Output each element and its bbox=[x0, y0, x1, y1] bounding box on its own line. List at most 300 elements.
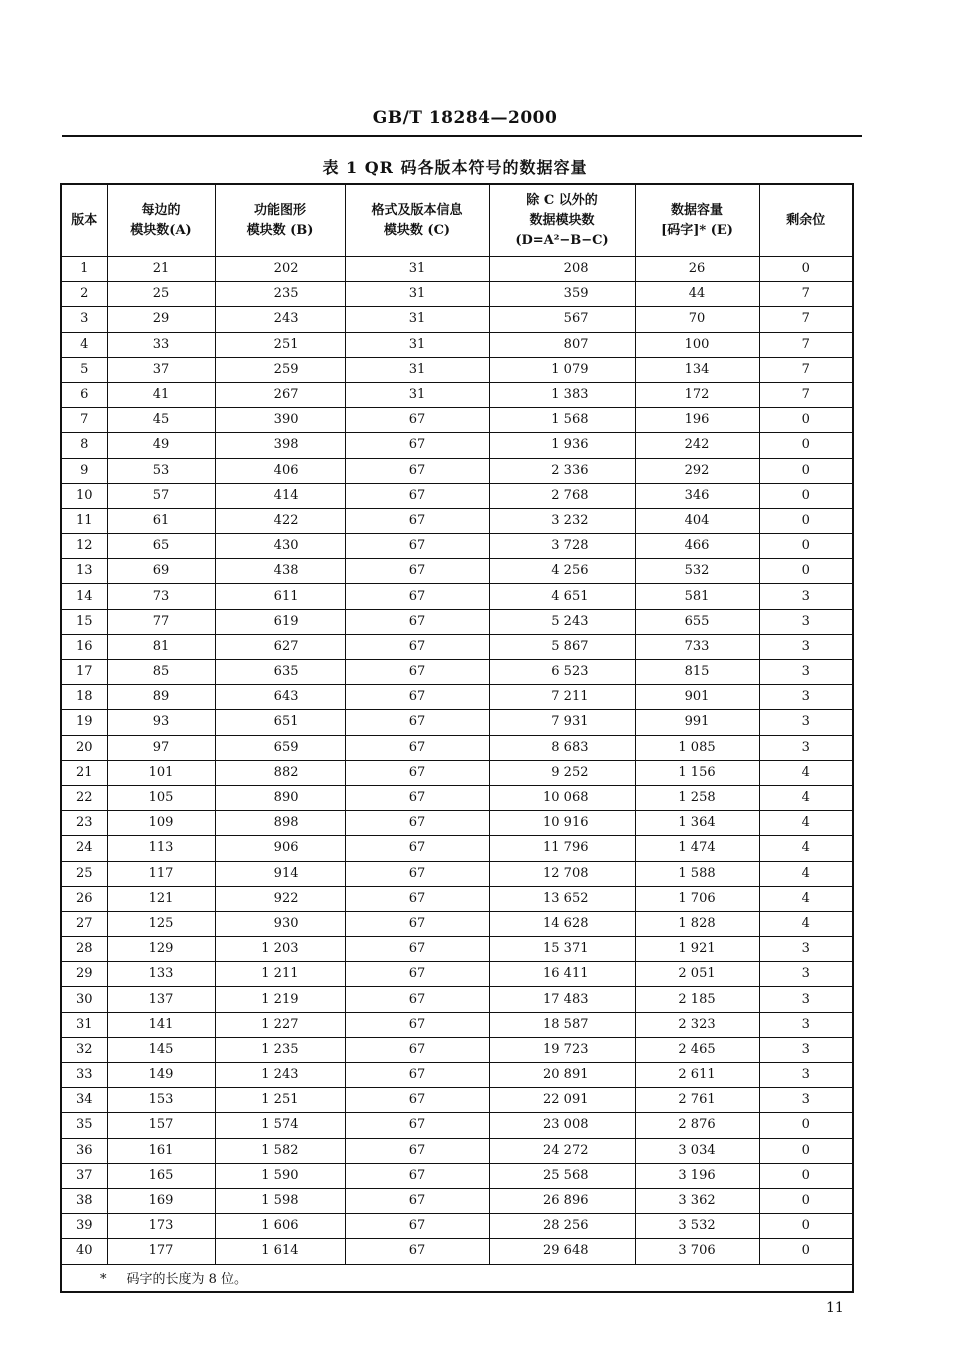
table-row bbox=[61, 660, 853, 685]
table-cell: 3 bbox=[759, 937, 853, 962]
table-cell: 406 bbox=[215, 458, 345, 483]
footnote-cell bbox=[61, 1264, 853, 1292]
table-cell: 3 706 bbox=[635, 1239, 759, 1264]
table-cell: 1 219 bbox=[215, 987, 345, 1012]
table-cell: 67 bbox=[345, 962, 489, 987]
table-cell: 7 bbox=[61, 408, 107, 433]
table-row bbox=[61, 332, 853, 357]
table-cell: 1 156 bbox=[635, 760, 759, 785]
column-header bbox=[107, 184, 215, 257]
table-cell: 25 bbox=[61, 861, 107, 886]
table-cell: 882 bbox=[215, 760, 345, 785]
table-cell: 100 bbox=[635, 332, 759, 357]
table-cell: 398 bbox=[215, 433, 345, 458]
table-cell: 67 bbox=[345, 1113, 489, 1138]
table-cell: 0 bbox=[759, 1163, 853, 1188]
table-cell: 619 bbox=[215, 609, 345, 634]
table-cell: 67 bbox=[345, 1037, 489, 1062]
table-cell: 243 bbox=[215, 307, 345, 332]
table-cell: 11 bbox=[61, 508, 107, 533]
table-cell: 2 768 bbox=[489, 483, 635, 508]
table-row bbox=[61, 634, 853, 659]
table-cell: 41 bbox=[107, 382, 215, 407]
table-cell: 5 bbox=[61, 357, 107, 382]
table-cell: 1 364 bbox=[635, 811, 759, 836]
table-cell: 235 bbox=[215, 282, 345, 307]
column-header-line: 剩余位 bbox=[786, 212, 826, 228]
table-cell: 67 bbox=[345, 1188, 489, 1213]
table-cell: 27 bbox=[61, 911, 107, 936]
footnote-row bbox=[61, 1264, 853, 1292]
table-cell: 922 bbox=[215, 886, 345, 911]
table-cell: 1 383 bbox=[489, 382, 635, 407]
table-cell: 7 931 bbox=[489, 710, 635, 735]
table-cell: 3 bbox=[759, 660, 853, 685]
table-cell: 4 bbox=[759, 861, 853, 886]
table-cell: 16 411 bbox=[489, 962, 635, 987]
table-cell: 991 bbox=[635, 710, 759, 735]
table-cell: 208 bbox=[489, 257, 635, 282]
table-cell: 134 bbox=[635, 357, 759, 382]
column-header bbox=[489, 184, 635, 257]
table-cell: 21 bbox=[107, 257, 215, 282]
table-cell: 13 bbox=[61, 559, 107, 584]
table-cell: 3 196 bbox=[635, 1163, 759, 1188]
table-cell: 655 bbox=[635, 609, 759, 634]
table-cell: 5 243 bbox=[489, 609, 635, 634]
table-cell: 359 bbox=[489, 282, 635, 307]
table-row bbox=[61, 307, 853, 332]
table-cell: 3 bbox=[759, 609, 853, 634]
table-cell: 85 bbox=[107, 660, 215, 685]
column-header bbox=[61, 184, 107, 257]
column-header-line: (D=A²−B−C) bbox=[515, 232, 609, 248]
table-cell: 3 728 bbox=[489, 534, 635, 559]
table-cell: 6 bbox=[61, 382, 107, 407]
table-cell: 643 bbox=[215, 685, 345, 710]
table-row bbox=[61, 735, 853, 760]
table-cell: 23 bbox=[61, 811, 107, 836]
table-cell: 6 523 bbox=[489, 660, 635, 685]
table-cell: 635 bbox=[215, 660, 345, 685]
table-cell: 3 bbox=[759, 987, 853, 1012]
table-cell: 37 bbox=[61, 1163, 107, 1188]
column-header bbox=[635, 184, 759, 257]
table-cell: 2 611 bbox=[635, 1063, 759, 1088]
table-row bbox=[61, 534, 853, 559]
table-cell: 0 bbox=[759, 408, 853, 433]
table-cell: 67 bbox=[345, 911, 489, 936]
table-cell: 1 574 bbox=[215, 1113, 345, 1138]
column-header-line: 格式及版本信息 bbox=[371, 202, 463, 218]
column-header-line: 模块数 (C) bbox=[383, 222, 451, 238]
table-cell: 67 bbox=[345, 1239, 489, 1264]
table-cell: 0 bbox=[759, 559, 853, 584]
table-cell: 0 bbox=[759, 1188, 853, 1213]
table-cell: 141 bbox=[107, 1012, 215, 1037]
table-cell: 149 bbox=[107, 1063, 215, 1088]
column-header-line: 模块数(A) bbox=[130, 222, 192, 238]
table-cell: 4 651 bbox=[489, 584, 635, 609]
table-cell: 145 bbox=[107, 1037, 215, 1062]
table-cell: 67 bbox=[345, 1012, 489, 1037]
table-cell: 12 bbox=[61, 534, 107, 559]
table-cell: 2 185 bbox=[635, 987, 759, 1012]
table-row bbox=[61, 559, 853, 584]
table-cell: 29 648 bbox=[489, 1239, 635, 1264]
table-row bbox=[61, 1239, 853, 1264]
table-cell: 1 828 bbox=[635, 911, 759, 936]
table-cell: 67 bbox=[345, 735, 489, 760]
footnote-marker: * bbox=[100, 1272, 107, 1287]
table-cell: 17 483 bbox=[489, 987, 635, 1012]
table-cell: 105 bbox=[107, 785, 215, 810]
table-cell: 26 bbox=[61, 886, 107, 911]
table-row bbox=[61, 357, 853, 382]
table-cell: 202 bbox=[215, 257, 345, 282]
table-cell: 29 bbox=[107, 307, 215, 332]
table-cell: 39 bbox=[61, 1214, 107, 1239]
table-row bbox=[61, 458, 853, 483]
table-cell: 19 723 bbox=[489, 1037, 635, 1062]
table-row bbox=[61, 937, 853, 962]
table-cell: 113 bbox=[107, 836, 215, 861]
table-cell: 19 bbox=[61, 710, 107, 735]
table-cell: 24 bbox=[61, 836, 107, 861]
table-cell: 1 598 bbox=[215, 1188, 345, 1213]
table-cell: 67 bbox=[345, 483, 489, 508]
table-cell: 1 085 bbox=[635, 735, 759, 760]
column-header bbox=[345, 184, 489, 257]
table-row bbox=[61, 962, 853, 987]
table-row bbox=[61, 836, 853, 861]
table-cell: 7 211 bbox=[489, 685, 635, 710]
table-row bbox=[61, 282, 853, 307]
column-header-line: [码字]* (E) bbox=[661, 222, 733, 238]
table-cell: 67 bbox=[345, 609, 489, 634]
table-cell: 67 bbox=[345, 559, 489, 584]
table-cell: 7 bbox=[759, 307, 853, 332]
table-cell: 1 258 bbox=[635, 785, 759, 810]
table-cell: 0 bbox=[759, 458, 853, 483]
table-cell: 38 bbox=[61, 1188, 107, 1213]
table-cell: 3 bbox=[759, 584, 853, 609]
table-cell: 67 bbox=[345, 886, 489, 911]
table-cell: 17 bbox=[61, 660, 107, 685]
table-cell: 32 bbox=[61, 1037, 107, 1062]
table-cell: 67 bbox=[345, 584, 489, 609]
table-cell: 438 bbox=[215, 559, 345, 584]
table-cell: 67 bbox=[345, 1088, 489, 1113]
table-cell: 31 bbox=[345, 382, 489, 407]
table-cell: 3 bbox=[759, 1088, 853, 1113]
table-body bbox=[61, 257, 853, 1265]
table-row bbox=[61, 508, 853, 533]
table-cell: 10 916 bbox=[489, 811, 635, 836]
table-row bbox=[61, 257, 853, 282]
column-header-line: 版本 bbox=[71, 212, 98, 228]
table-cell: 177 bbox=[107, 1239, 215, 1264]
table-cell: 33 bbox=[61, 1063, 107, 1088]
table-row bbox=[61, 1088, 853, 1113]
table-cell: 67 bbox=[345, 861, 489, 886]
table-cell: 7 bbox=[759, 382, 853, 407]
table-cell: 44 bbox=[635, 282, 759, 307]
table-cell: 10 bbox=[61, 483, 107, 508]
table-cell: 251 bbox=[215, 332, 345, 357]
table-cell: 18 587 bbox=[489, 1012, 635, 1037]
table-cell: 4 bbox=[759, 811, 853, 836]
page-number: 11 bbox=[826, 1300, 844, 1316]
table-cell: 4 bbox=[759, 760, 853, 785]
table-cell: 22 091 bbox=[489, 1088, 635, 1113]
table-cell: 11 796 bbox=[489, 836, 635, 861]
table-cell: 930 bbox=[215, 911, 345, 936]
table-cell: 1 568 bbox=[489, 408, 635, 433]
table-cell: 9 bbox=[61, 458, 107, 483]
table-cell: 422 bbox=[215, 508, 345, 533]
table-row bbox=[61, 382, 853, 407]
table-cell: 4 256 bbox=[489, 559, 635, 584]
table-cell: 67 bbox=[345, 634, 489, 659]
table-cell: 133 bbox=[107, 962, 215, 987]
table-cell: 8 683 bbox=[489, 735, 635, 760]
table-cell: 28 bbox=[61, 937, 107, 962]
table-cell: 69 bbox=[107, 559, 215, 584]
table-cell: 36 bbox=[61, 1138, 107, 1163]
table-cell: 15 bbox=[61, 609, 107, 634]
table-cell: 25 bbox=[107, 282, 215, 307]
table-cell: 61 bbox=[107, 508, 215, 533]
table-cell: 67 bbox=[345, 1138, 489, 1163]
footnote-text: 码字的长度为 8 位。 bbox=[126, 1272, 248, 1287]
table-cell: 157 bbox=[107, 1113, 215, 1138]
table-cell: 1 bbox=[61, 257, 107, 282]
table-cell: 0 bbox=[759, 508, 853, 533]
header-rule bbox=[62, 135, 862, 137]
table-cell: 1 251 bbox=[215, 1088, 345, 1113]
table-cell: 1 211 bbox=[215, 962, 345, 987]
table-cell: 81 bbox=[107, 634, 215, 659]
table-cell: 659 bbox=[215, 735, 345, 760]
table-cell: 390 bbox=[215, 408, 345, 433]
table-row bbox=[61, 685, 853, 710]
table-cell: 67 bbox=[345, 710, 489, 735]
table-cell: 101 bbox=[107, 760, 215, 785]
table-cell: 31 bbox=[345, 282, 489, 307]
table-row bbox=[61, 609, 853, 634]
table-row bbox=[61, 1037, 853, 1062]
table-cell: 31 bbox=[345, 307, 489, 332]
table-cell: 13 652 bbox=[489, 886, 635, 911]
table-cell: 31 bbox=[345, 357, 489, 382]
table-cell: 77 bbox=[107, 609, 215, 634]
table-cell: 23 008 bbox=[489, 1113, 635, 1138]
table-cell: 16 bbox=[61, 634, 107, 659]
table-cell: 242 bbox=[635, 433, 759, 458]
table-cell: 914 bbox=[215, 861, 345, 886]
table-row bbox=[61, 1113, 853, 1138]
column-header-line: 数据模块数 bbox=[529, 212, 595, 228]
table-cell: 1 706 bbox=[635, 886, 759, 911]
table-cell: 3 bbox=[759, 634, 853, 659]
table-cell: 0 bbox=[759, 1113, 853, 1138]
table-row bbox=[61, 584, 853, 609]
table-cell: 8 bbox=[61, 433, 107, 458]
table-cell: 581 bbox=[635, 584, 759, 609]
table-cell: 3 bbox=[759, 685, 853, 710]
table-cell: 1 079 bbox=[489, 357, 635, 382]
table-cell: 53 bbox=[107, 458, 215, 483]
table-cell: 4 bbox=[759, 886, 853, 911]
table-cell: 37 bbox=[107, 357, 215, 382]
table-cell: 67 bbox=[345, 685, 489, 710]
table-cell: 890 bbox=[215, 785, 345, 810]
table-cell: 67 bbox=[345, 760, 489, 785]
table-cell: 0 bbox=[759, 1214, 853, 1239]
table-cell: 20 891 bbox=[489, 1063, 635, 1088]
table-cell: 807 bbox=[489, 332, 635, 357]
table-cell: 117 bbox=[107, 861, 215, 886]
table-cell: 173 bbox=[107, 1214, 215, 1239]
table-cell: 31 bbox=[345, 257, 489, 282]
table-cell: 25 568 bbox=[489, 1163, 635, 1188]
table-cell: 20 bbox=[61, 735, 107, 760]
table-cell: 7 bbox=[759, 282, 853, 307]
table-cell: 21 bbox=[61, 760, 107, 785]
table-row bbox=[61, 433, 853, 458]
table-cell: 121 bbox=[107, 886, 215, 911]
table-row bbox=[61, 1012, 853, 1037]
table-cell: 67 bbox=[345, 811, 489, 836]
table-cell: 34 bbox=[61, 1088, 107, 1113]
table-cell: 3 bbox=[759, 1012, 853, 1037]
table-cell: 165 bbox=[107, 1163, 215, 1188]
table-cell: 567 bbox=[489, 307, 635, 332]
table-cell: 14 bbox=[61, 584, 107, 609]
table-cell: 0 bbox=[759, 1239, 853, 1264]
column-header-line: 除 C 以外的 bbox=[526, 192, 598, 208]
table-cell: 1 936 bbox=[489, 433, 635, 458]
table-cell: 15 371 bbox=[489, 937, 635, 962]
table-cell: 651 bbox=[215, 710, 345, 735]
table-cell: 1 582 bbox=[215, 1138, 345, 1163]
table-cell: 3 532 bbox=[635, 1214, 759, 1239]
table-cell: 67 bbox=[345, 1063, 489, 1088]
table-cell: 1 921 bbox=[635, 937, 759, 962]
table-cell: 0 bbox=[759, 257, 853, 282]
table-cell: 129 bbox=[107, 937, 215, 962]
table-cell: 2 051 bbox=[635, 962, 759, 987]
table-cell: 93 bbox=[107, 710, 215, 735]
column-header bbox=[759, 184, 853, 257]
table-cell: 137 bbox=[107, 987, 215, 1012]
table-cell: 901 bbox=[635, 685, 759, 710]
table-cell: 30 bbox=[61, 987, 107, 1012]
table-cell: 49 bbox=[107, 433, 215, 458]
table-cell: 9 252 bbox=[489, 760, 635, 785]
table-cell: 169 bbox=[107, 1188, 215, 1213]
table-cell: 2 336 bbox=[489, 458, 635, 483]
table-cell: 3 034 bbox=[635, 1138, 759, 1163]
table-cell: 3 bbox=[61, 307, 107, 332]
column-header-line: 数据容量 bbox=[670, 202, 723, 218]
table-cell: 67 bbox=[345, 408, 489, 433]
table-cell: 3 362 bbox=[635, 1188, 759, 1213]
table-cell: 40 bbox=[61, 1239, 107, 1264]
table-cell: 0 bbox=[759, 534, 853, 559]
table-cell: 414 bbox=[215, 483, 345, 508]
table-cell: 1 227 bbox=[215, 1012, 345, 1037]
table-row bbox=[61, 1138, 853, 1163]
table-cell: 7 bbox=[759, 332, 853, 357]
table-cell: 611 bbox=[215, 584, 345, 609]
table-cell: 67 bbox=[345, 836, 489, 861]
table-cell: 65 bbox=[107, 534, 215, 559]
table-header-row bbox=[61, 184, 853, 257]
table-cell: 153 bbox=[107, 1088, 215, 1113]
table-row bbox=[61, 987, 853, 1012]
table-cell: 466 bbox=[635, 534, 759, 559]
table-cell: 31 bbox=[345, 332, 489, 357]
table-cell: 1 474 bbox=[635, 836, 759, 861]
table-cell: 67 bbox=[345, 660, 489, 685]
table-cell: 0 bbox=[759, 433, 853, 458]
table-cell: 73 bbox=[107, 584, 215, 609]
table-cell: 125 bbox=[107, 911, 215, 936]
table-cell: 67 bbox=[345, 508, 489, 533]
table-row bbox=[61, 760, 853, 785]
column-header-line: 每边的 bbox=[141, 202, 181, 218]
table-cell: 3 bbox=[759, 962, 853, 987]
table-row bbox=[61, 861, 853, 886]
table-cell: 1 588 bbox=[635, 861, 759, 886]
table-cell: 70 bbox=[635, 307, 759, 332]
table-cell: 1 590 bbox=[215, 1163, 345, 1188]
column-header-line: 模块数 (B) bbox=[246, 222, 314, 238]
table-cell: 1 606 bbox=[215, 1214, 345, 1239]
table-row bbox=[61, 785, 853, 810]
table-cell: 0 bbox=[759, 1138, 853, 1163]
table-cell: 67 bbox=[345, 937, 489, 962]
table-cell: 161 bbox=[107, 1138, 215, 1163]
column-header-line: 功能图形 bbox=[253, 202, 306, 218]
table-row bbox=[61, 408, 853, 433]
table-cell: 430 bbox=[215, 534, 345, 559]
table-cell: 4 bbox=[759, 836, 853, 861]
table-cell: 57 bbox=[107, 483, 215, 508]
table-row bbox=[61, 1188, 853, 1213]
table-cell: 45 bbox=[107, 408, 215, 433]
table-cell: 3 bbox=[759, 1037, 853, 1062]
table-cell: 1 235 bbox=[215, 1037, 345, 1062]
capacity-table bbox=[60, 183, 854, 1293]
table-cell: 26 bbox=[635, 257, 759, 282]
table-cell: 4 bbox=[759, 911, 853, 936]
table-cell: 0 bbox=[759, 483, 853, 508]
table-cell: 259 bbox=[215, 357, 345, 382]
table-cell: 89 bbox=[107, 685, 215, 710]
table-cell: 2 761 bbox=[635, 1088, 759, 1113]
capacity-table-container bbox=[60, 183, 852, 1293]
table-cell: 1 614 bbox=[215, 1239, 345, 1264]
table-cell: 196 bbox=[635, 408, 759, 433]
table-row bbox=[61, 911, 853, 936]
table-cell: 1 203 bbox=[215, 937, 345, 962]
table-cell: 67 bbox=[345, 433, 489, 458]
table-cell: 532 bbox=[635, 559, 759, 584]
table-cell: 627 bbox=[215, 634, 345, 659]
